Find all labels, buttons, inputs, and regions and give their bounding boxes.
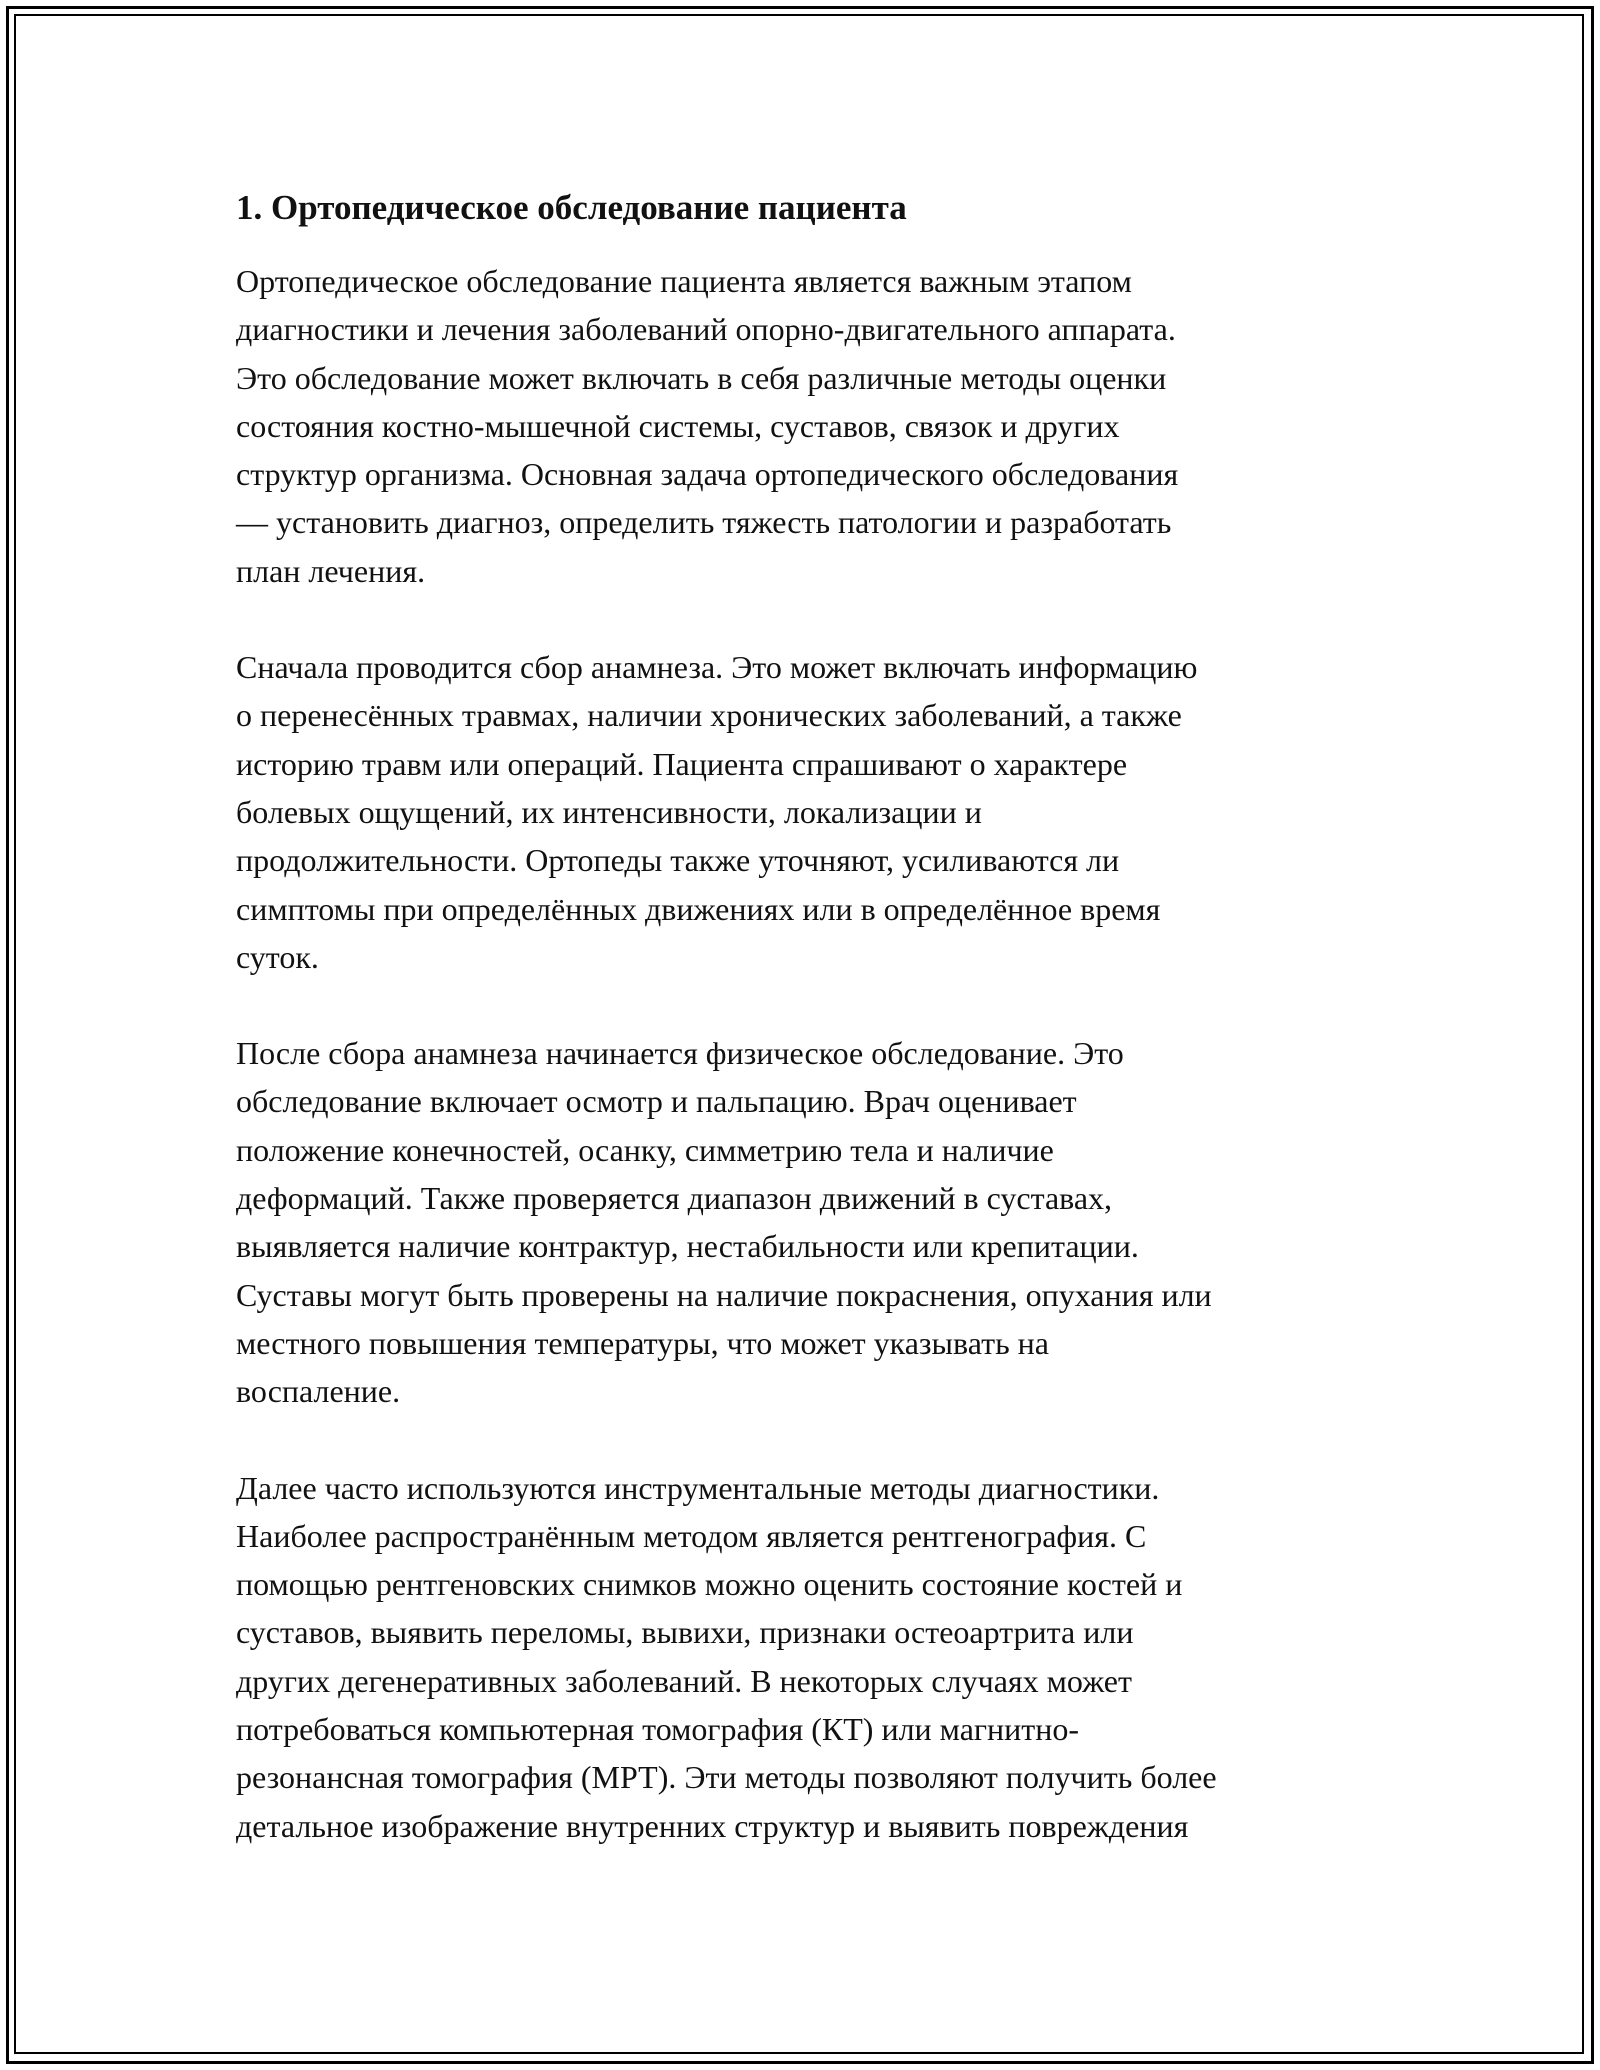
- text-line: план лечения.: [236, 552, 426, 589]
- text-line: воспаление.: [236, 1373, 401, 1410]
- text-line: суставов, выявить переломы, вывихи, признаки остеоартрита или: [236, 1614, 1134, 1651]
- text-line: выявляется наличие контрактур, нестабильности или крепитации.: [236, 1228, 1139, 1265]
- text-line: Суставы могут быть проверены на наличие покраснения, опухания или: [236, 1276, 1212, 1313]
- text-line: Это обследование может включать в себя различные методы оценки: [236, 359, 1167, 396]
- paragraph-1: [236, 257, 1376, 595]
- text-line: структур организма. Основная задача ортопедического обследования: [236, 456, 1179, 493]
- text-line: местного повышения температуры, что может указывать на: [236, 1324, 1049, 1361]
- text-line: историю травм или операций. Пациента спрашивают о характере: [236, 745, 1128, 782]
- text-line: продолжительности. Ортопеды также уточняют, усиливаются ли: [236, 842, 1120, 879]
- document-body: [236, 184, 1376, 1898]
- text-line: деформаций. Также проверяется диапазон движений в суставах,: [236, 1180, 1113, 1217]
- text-line: потребоваться компьютерная томография (КТ) или магнитно-: [236, 1711, 1080, 1748]
- text-line: После сбора анамнеза начинается физическое обследование. Это: [236, 1035, 1124, 1072]
- section-heading: 1. Ортопедическое обследование пациента: [236, 188, 907, 227]
- text-line: резонансная томография (МРТ). Эти методы позволяют получить более: [236, 1759, 1217, 1796]
- text-line: других дегенеративных заболеваний. В некоторых случаях может: [236, 1662, 1132, 1699]
- text-line: Сначала проводится сбор анамнеза. Это может включать информацию: [236, 649, 1198, 686]
- paragraph-4: [236, 1464, 1376, 1850]
- text-line: болевых ощущений, их интенсивности, локализации и: [236, 793, 982, 830]
- text-line: — установить диагноз, определить тяжесть патологии и разработать: [236, 504, 1172, 541]
- text-line: суток.: [236, 938, 319, 975]
- text-line: симптомы при определённых движениях или в определённое время: [236, 890, 1161, 927]
- text-line: о перенесённых травмах, наличии хронических заболеваний, а также: [236, 697, 1182, 734]
- paragraph-3: [236, 1029, 1376, 1415]
- text-line: Ортопедическое обследование пациента является важным этапом: [236, 263, 1132, 299]
- text-line: детальное изображение внутренних структур и выявить повреждения: [236, 1807, 1189, 1844]
- text-line: Далее часто используются инструментальные методы диагностики.: [236, 1469, 1160, 1506]
- text-line: положение конечностей, осанку, симметрию тела и наличие: [236, 1131, 1054, 1168]
- text-line: диагностики и лечения заболеваний опорно-двигательного аппарата.: [236, 311, 1176, 348]
- text-line: обследование включает осмотр и пальпацию. Врач оценивает: [236, 1083, 1077, 1120]
- text-line: помощью рентгеновских снимков можно оценить состояние костей и: [236, 1566, 1183, 1603]
- text-line: Наиболее распространённым методом является рентгенография. С: [236, 1517, 1147, 1554]
- text-line: состояния костно-мышечной системы, суставов, связок и других: [236, 407, 1120, 444]
- paragraph-2: [236, 643, 1376, 981]
